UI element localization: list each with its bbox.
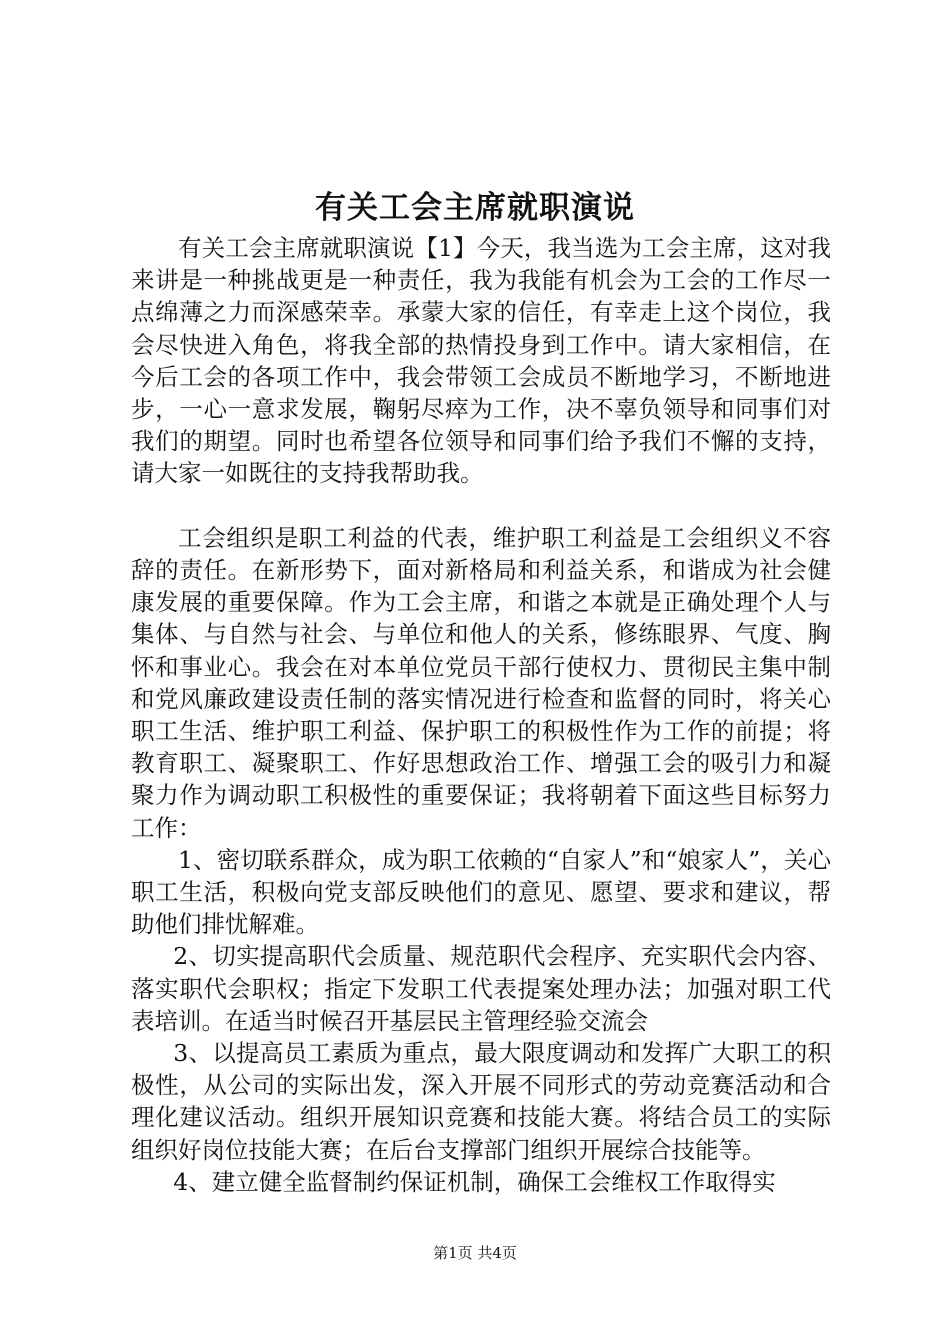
paragraph-spacer (131, 490, 831, 522)
paragraph-goal-1: 1、密切联系群众，成为职工依赖的“自家人”和“娘家人”，关心职工生活，积极向党支部反映他们的意见、愿望、要求和建议，帮助他们排忧解难。 (131, 845, 831, 939)
document-title: 有关工会主席就职演说 (315, 190, 635, 226)
document-body (131, 232, 831, 1198)
paragraph-goal-3: 3、以提高员工素质为重点，最大限度调动和发挥广大职工的积极性，从公司的实际出发，深入开展不同形式的劳动竞赛活动和合理化建议活动。组织开展知识竞赛和技能大赛。将结合员工的实际组织好岗位技能大赛；在后台支撑部门组织开展综合技能等。 (131, 1039, 831, 1164)
page-number-footer: 第1页 共4页 (433, 1244, 517, 1262)
paragraph-intro: 有关工会主席就职演说【1】今天，我当选为工会主席，这对我来讲是一种挑战更是一种责任，我为我能有机会为工会的工作尽一点绵薄之力而深感荣幸。承蒙大家的信任，有幸走上这个岗位，我会尽快进入角色，将我全部的热情投身到工作中。请大家相信，在今后工会的各项工作中，我会带领工会成员不断地学习，不断地进步，一心一意求发展，鞠躬尽瘁为工作，决不辜负领导和同事们对我们的期望。同时也希望各位领导和同事们给予我们不懈的支持，请大家一如既往的支持我帮助我。 (131, 234, 831, 488)
paragraph-goal-2: 2、切实提高职代会质量、规范职代会程序、充实职代会内容、落实职代会职权；指定下发职工代表提案处理办法；加强对职工代表培训。在适当时候召开基层民主管理经验交流会 (131, 942, 831, 1035)
paragraph-union-role: 工会组织是职工利益的代表，维护职工利益是工会组织义不容辞的责任。在新形势下，面对新格局和利益关系，和谐成为社会健康发展的重要保障。作为工会主席，和谐之本就是正确处理个人与集体、与自然与社会、与单位和他人的关系，修练眼界、气度、胸怀和事业心。我会在对本单位党员干部行使权力、贯彻民主集中制和党风廉政建设责任制的落实情况进行检查和监督的同时，将关心职工生活、维护职工利益、保护职工的积极性作为工作的前提；将教育职工、凝聚职工、作好思想政治工作、增强工会的吸引力和凝聚力作为调动职工积极性的重要保证；我将朝着下面这些目标努力工作： (131, 523, 831, 842)
paragraph-goal-4: 4、建立健全监督制约保证机制，确保工会维权工作取得实 (173, 1167, 776, 1196)
